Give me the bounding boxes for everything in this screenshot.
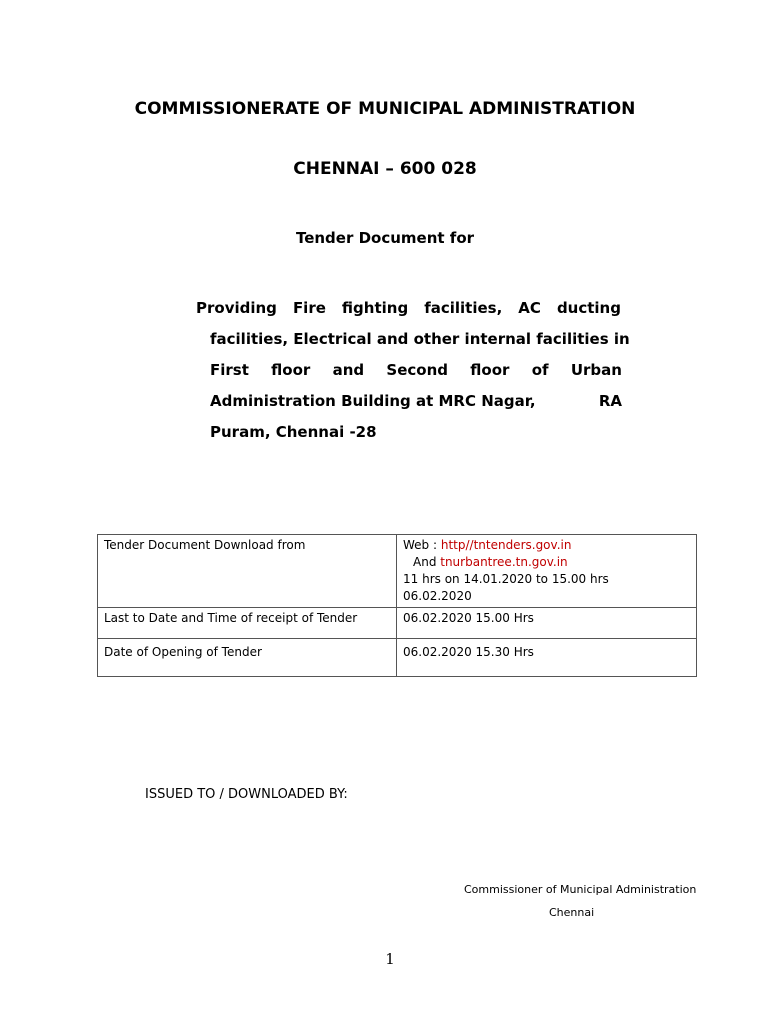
table-row <box>98 608 697 639</box>
organization-title: COMMISSIONERATE OF MUNICIPAL ADMINISTRATION <box>134 99 636 119</box>
download-period-end: 06.02.2020 <box>403 589 472 603</box>
subject-word: Second <box>386 361 449 379</box>
city-heading: CHENNAI – 600 028 <box>293 159 477 179</box>
subject-word: First <box>210 361 249 379</box>
subject-word: of <box>531 361 549 379</box>
subject-word: Fire <box>292 299 326 317</box>
subject-line-5 <box>210 423 622 441</box>
subject-word: floor <box>470 361 510 379</box>
opening-value: 06.02.2020 15.30 Hrs <box>397 639 697 677</box>
subject-word: AC <box>518 299 541 317</box>
subject-line-3 <box>210 361 622 379</box>
and-line <box>403 554 690 571</box>
subject-word: and <box>332 361 365 379</box>
and-prefix: And <box>413 555 441 569</box>
subject-text: Puram, Chennai -28 <box>210 423 377 441</box>
tnurbantree-link[interactable]: tnurbantree.tn.gov.in <box>440 555 568 569</box>
download-period: 11 hrs on 14.01.2020 to 15.00 hrs <box>403 572 609 586</box>
subject-text: facilities, Electrical and other internal facilities in <box>210 330 630 348</box>
web-prefix: Web : <box>403 538 441 552</box>
table-row <box>98 639 697 677</box>
receipt-label: Last to Date and Time of receipt of Tender <box>98 608 397 639</box>
subject-word: floor <box>271 361 311 379</box>
subject-line-4 <box>210 392 622 410</box>
tntenders-link[interactable]: http//tntenders.gov.in <box>440 538 572 552</box>
receipt-value: 06.02.2020 15.00 Hrs <box>397 608 697 639</box>
subject-word: facilities, <box>424 299 503 317</box>
subject-line-2 <box>210 330 630 348</box>
document-title: Tender Document for <box>295 229 475 247</box>
table-row <box>98 535 697 608</box>
subject-word: RA <box>598 392 622 410</box>
page-number: 1 <box>385 950 395 968</box>
subject-word: ducting <box>556 299 621 317</box>
download-value <box>397 535 697 608</box>
subject-line-1 <box>196 299 621 317</box>
opening-label: Date of Opening of Tender <box>98 639 397 677</box>
issued-to-label: ISSUED TO / DOWNLOADED BY: <box>145 787 348 802</box>
signatory-title: Commissioner of Municipal Administration <box>464 883 697 896</box>
download-label: Tender Document Download from <box>98 535 397 608</box>
tender-info-table <box>97 534 697 677</box>
web-line <box>403 537 690 554</box>
subject-text: Administration Building at MRC Nagar, <box>210 392 536 410</box>
subject-word: Urban <box>570 361 622 379</box>
subject-word: Providing <box>196 299 277 317</box>
signatory-place: Chennai <box>549 906 595 919</box>
subject-word: fighting <box>341 299 409 317</box>
